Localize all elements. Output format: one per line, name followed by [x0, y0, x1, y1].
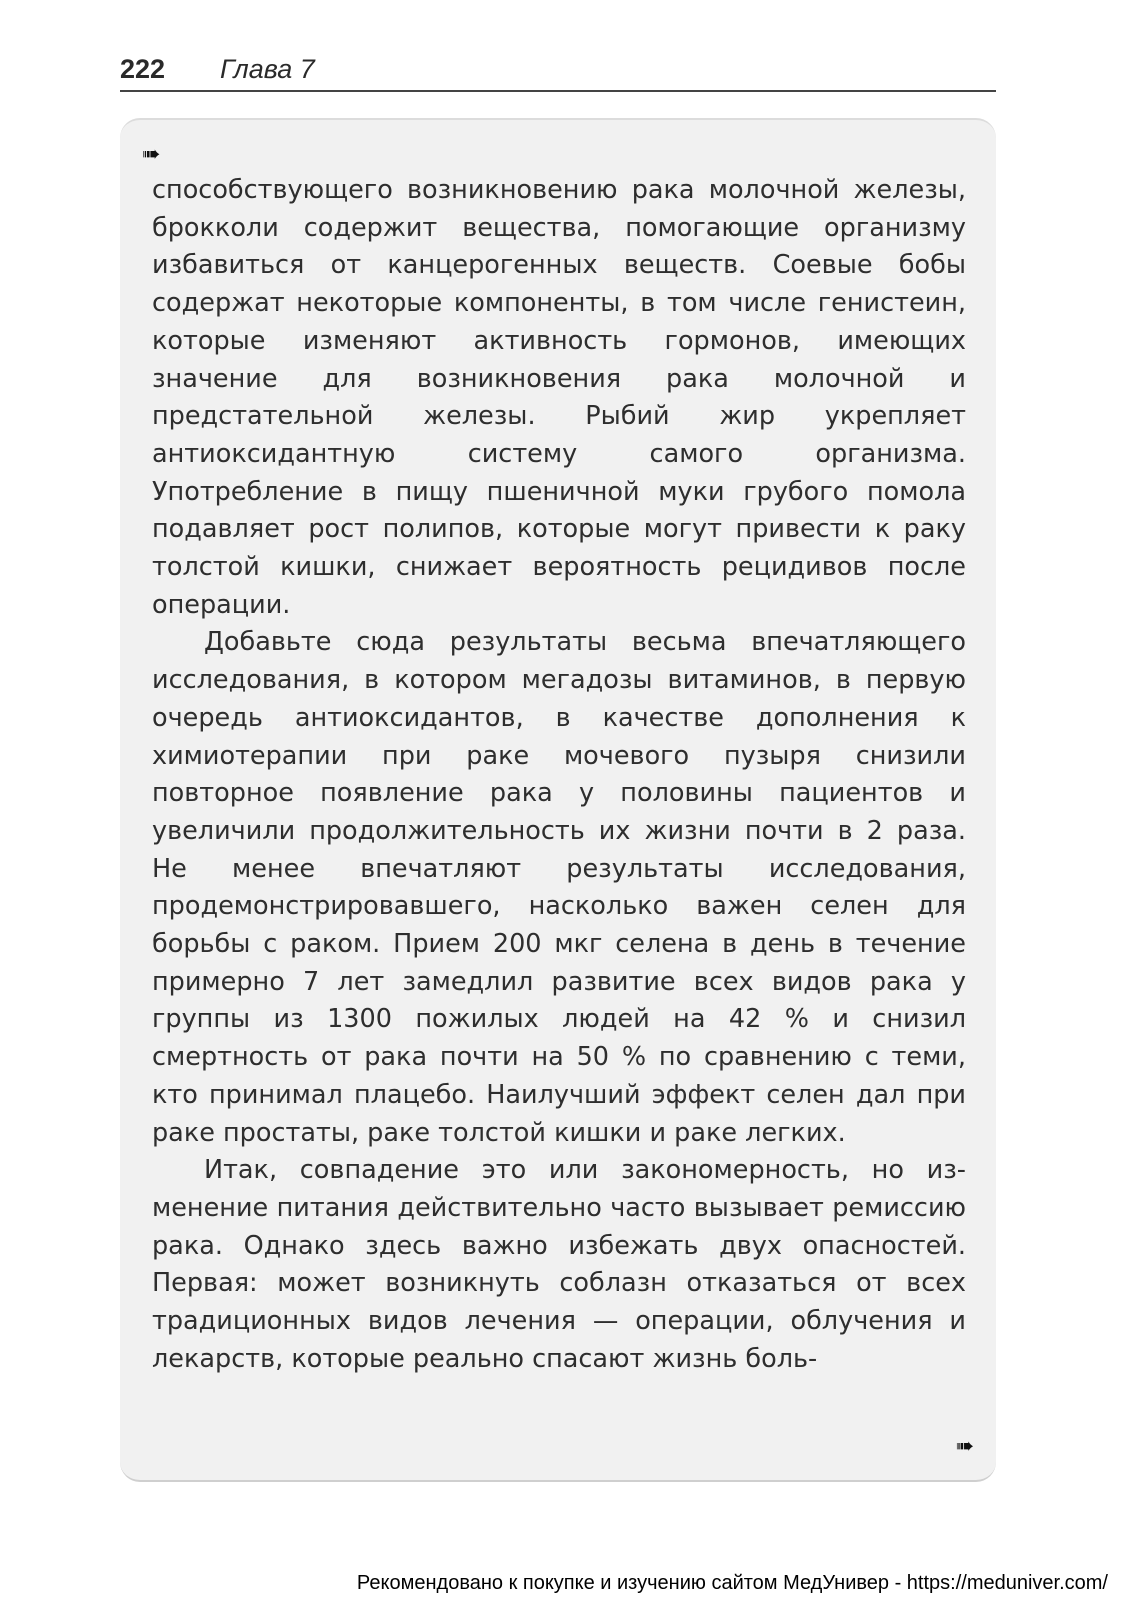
paragraph-3: Итак, совпадение это или закономерность, но изменение питания действительно часто вызывает ремиссию рака. Однако здесь важно избежать двух опасностей. Первая: может возникнуть соблазн отказаться от всех традиционных видов лечения — операции, облучения и лекарств, которые реально спасают жизнь боль- [152, 1155, 966, 1374]
chapter-title: Глава 7 [220, 54, 315, 84]
page-header [120, 52, 996, 92]
footer-watermark-note: Рекомендовано к покупке и изучению сайтом МедУнивер - https://meduniver.com/ [356, 1572, 1108, 1594]
continuation-arrow-top-icon: ➠ [142, 142, 161, 167]
sidebar-body-text [152, 172, 966, 1379]
paragraph-1: способствующего возникновению рака молочной железы, брокколи содержит вещества, помогающие организму избавиться от канцерогенных веществ. Соевые бобы содержат некоторые компоненты, в том числе генистеин, которые изменяют активность гормонов, имеющих значение для возникновения рака молочной и предстательной железы. Рыбий жир укрепляет антиоксидантную систему самого организма. Употребление в пищу пшеничной муки грубого помола подавляет рост полипов, которые могут привести к раку толстой кишки, снижает вероятность рецидивов после операции. [152, 175, 966, 620]
page-number: 222 [120, 54, 166, 84]
sidebar-box [120, 118, 996, 1482]
continuation-arrow-bottom-icon: ➠ [955, 1434, 974, 1459]
paragraph-2: Добавьте сюда результаты весьма впечатляющего исследования, в котором мегадозы витаминов, в первую очередь антиоксидантов, в качестве дополнения к химиотерапии при раке мочевого пузыря снизили повторное появление рака у половины пациентов и увеличили продолжительность их жизни почти в 2 раза. Не менее впечатляют результаты исследования, продемонстрировавшего, насколько важен селен для борьбы с раком. Прием 200 мкг селена в день в течение примерно 7 лет замедлил развитие всех видов рака у группы из 1300 пожилых людей на 42 % и снизил смертность от рака почти на 50 % по сравнению с теми, кто принимал плацебо. Наилучший эффект селен дал при раке простаты, раке толстой кишки и раке легких. [152, 627, 966, 1148]
